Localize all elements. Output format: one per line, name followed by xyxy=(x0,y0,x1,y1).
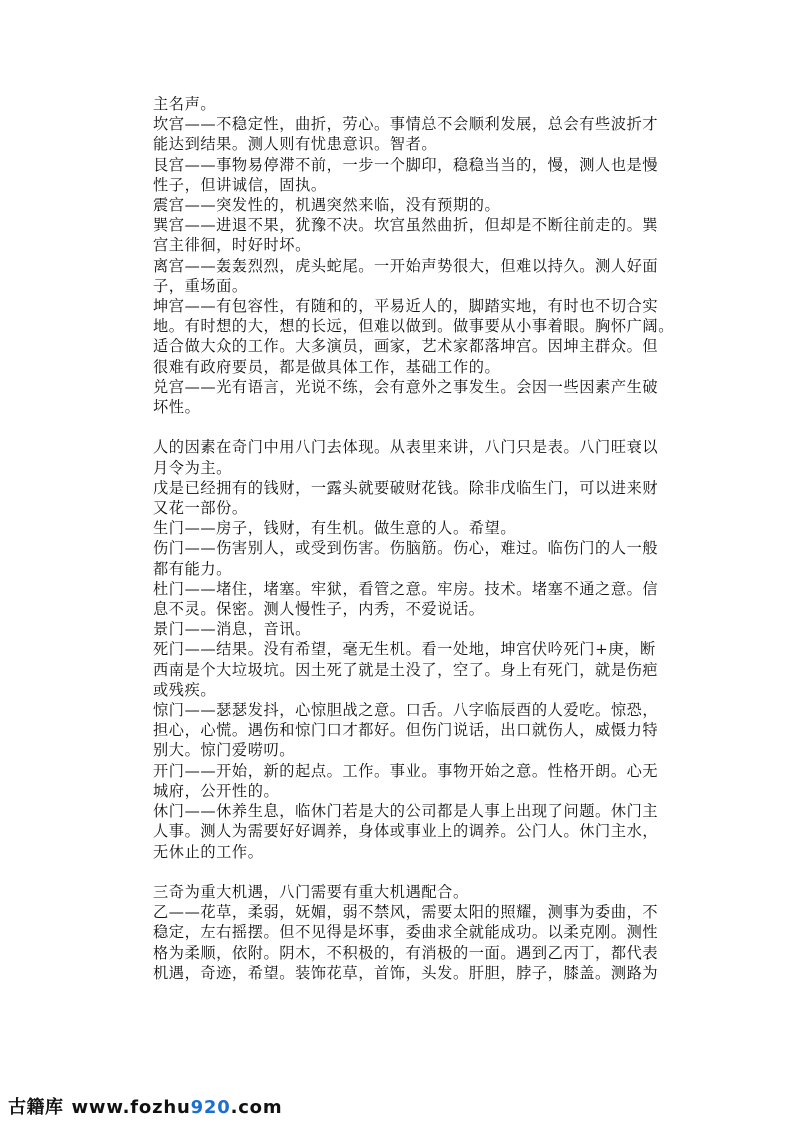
site-prefix: www.fozhu xyxy=(71,1097,191,1118)
paragraph-dui-palace: 兑宫——光有语言，光说不练，会有意外之事发生。会因一些因素产生破 坏性。 xyxy=(153,377,659,417)
paragraph-gen-palace: 艮宫——事物易停滞不前，一步一个脚印，稳稳当当的，慢，测人也是慢 性子，但讲诚信，固执。 xyxy=(153,155,659,194)
section-spacer xyxy=(153,417,681,437)
paragraph-shang-gate: 伤门——伤害别人，或受到伤害。伤脑筋。伤心，难过。临伤门的人一般 都有能力。 xyxy=(153,539,659,578)
paragraph: 主名声。 xyxy=(153,95,217,113)
paragraph-jing-fear-gate: 惊门——瑟瑟发抖，心惊胆战之意。口舌。八字临辰酉的人爱吃。惊恐， 担心，心慌。遇伤和惊门口才都好。但伤门说话，出口就伤人，威慑力特 别大。惊门爱唠叨。 xyxy=(153,701,659,760)
section-spacer xyxy=(153,862,681,882)
site-number: 920 xyxy=(190,1097,231,1118)
paragraph-kai-gate: 开门——开始，新的起点。工作。事业。事物开始之意。性格开朗。心无 城府，公开性的。 xyxy=(153,761,659,800)
paragraph-jing-gate: 景门——消息，音讯。 xyxy=(153,620,311,639)
footer-brand: 古籍库 xyxy=(8,1097,64,1118)
paragraph-li-palace: 离宫——轰轰烈烈，虎头蛇尾。一开始声势很大，但难以持久。测人好面 子，重场面。 xyxy=(153,256,659,295)
paragraph-kun-palace: 坤宫——有包容性，有随和的，平易近人的，脚踏实地，有时也不切合实 地。有时想的大，想的长远，但难以做到。做事要从小事着眼。胸怀广阔。 适合做大众的工作。大多演员，画家，艺术家都落坤宫。因坤主群众。但 很难有政府要员，都是做具体工作，基础工作的。 xyxy=(153,297,674,376)
paragraph-zhen-palace: 震宫——突发性的，机遇突然来临，没有预期的。 xyxy=(153,196,501,215)
paragraph-si-gate: 死门——结果。没有希望，毫无生机。看一处地，坤宫伏吟死门+庚，断 西南是个大垃圾坑。因土死了就是土没了，空了。身上有死门，就是伤疤 或残疾。 xyxy=(153,640,659,699)
footer-watermark xyxy=(8,1093,282,1119)
paragraph-xun-palace: 巽宫——进退不果，犹豫不决。坎宫虽然曲折，但却是不断往前走的。巽 宫主徘徊，时好时坏。 xyxy=(153,216,659,255)
document-body xyxy=(153,94,681,983)
paragraph-kan-palace: 坎宫——不稳定性，曲折，劳心。事情总不会顺利发展，总会有些波折才 能达到结果。测人则有忧患意识。智者。 xyxy=(153,115,659,154)
paragraph-wu: 戊是已经拥有的钱财，一露头就要破财花钱。除非戊临生门，可以进来财 又花一部份。 xyxy=(153,478,659,518)
paragraph-intro: 三奇为重大机遇，八门需要有重大机遇配合。 xyxy=(153,882,469,901)
paragraph-sheng-gate: 生门——房子，钱财，有生机。做生意的人。希望。 xyxy=(153,519,517,538)
site-suffix: .com xyxy=(230,1097,283,1118)
section-palaces xyxy=(153,94,681,417)
paragraph-xiu-gate: 休门——休养生息，临休门若是大的公司都是人事上出现了问题。休门主 人事。测人为需要好好调养，身体或事业上的调养。公门人。休门主水， 无休止的工作。 xyxy=(153,802,659,861)
section-eight-gates xyxy=(153,437,681,861)
footer-site-link[interactable] xyxy=(72,1097,283,1118)
section-three-wonders xyxy=(153,882,681,983)
paragraph-du-gate: 杜门——堵住，堵塞。牢狱，看管之意。牢房。技术。堵塞不通之意。信 息不灵。保密。测人慢性子，内秀，不爱说话。 xyxy=(153,579,659,619)
paragraph-intro: 人的因素在奇门中用八门去体现。从表里来讲，八门只是表。八门旺衰以 月令为主。 xyxy=(153,438,659,477)
paragraph-yi: 乙——花草，柔弱，妩媚，弱不禁风，需要太阳的照耀，测事为委曲，不 稳定，左右摇摆。但不见得是坏事，委曲求全就能成功。以柔克刚。测性 格为柔顺，依附。阴木，不积极的，有消极的一面。遇到乙丙丁，都代表 机遇，奇迹，希望。装饰花草，首饰，头发。肝胆，脖子，膝盖。测路为 xyxy=(153,903,659,982)
